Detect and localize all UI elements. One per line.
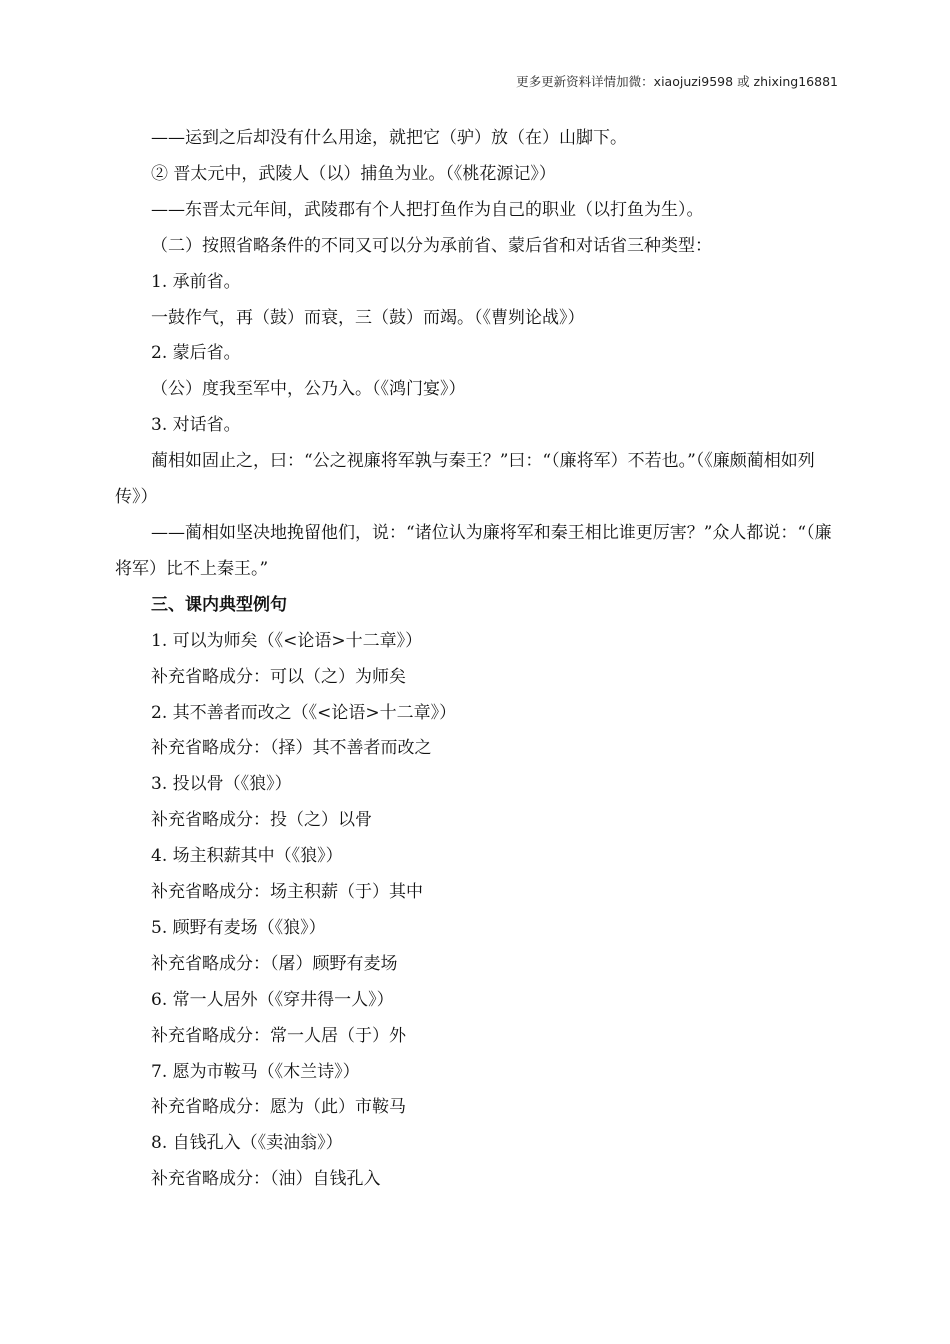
text-line: （公）度我至军中，公乃入。（《鸿门宴》）	[151, 379, 466, 400]
example-answer: 补充省略成分：场主积薪（于）其中	[151, 882, 423, 903]
example-answer: 补充省略成分：愿为（此）市鞍马	[151, 1097, 406, 1118]
text-line: 2. 蒙后省。	[151, 343, 241, 364]
example-item: 2. 其不善者而改之（《<论语>十二章》）	[151, 702, 457, 723]
example-answer: 补充省略成分：投（之）以骨	[151, 810, 372, 831]
text-line: ——运到之后却没有什么用途，就把它（驴）放（在）山脚下。	[151, 128, 627, 148]
example-item: 6. 常一人居外（《穿井得一人》）	[151, 989, 394, 1010]
example-answer: 补充省略成分：（屠）顾野有麦场	[151, 953, 398, 974]
section-title: 三、课内典型例句	[151, 594, 287, 615]
example-answer: 补充省略成分：可以（之）为师矣	[151, 666, 406, 687]
example-item: 4. 场主积薪其中（《狼》）	[151, 846, 343, 867]
text-line: ② 晋太元中，武陵人（以）捕鱼为业。（《桃花源记》）	[151, 163, 556, 184]
example-item: 1. 可以为师矣（《<论语>十二章》）	[151, 630, 423, 651]
example-item: 3. 投以骨（《狼》）	[151, 774, 292, 795]
text-line: 一鼓作气，再（鼓）而衰，三（鼓）而竭。（《曹刿论战》）	[151, 307, 585, 328]
page-header-note: 更多更新资料详情加微：xiaojuzi9598 或 zhixing16881	[516, 74, 838, 89]
paragraph: 蔺相如固止之，曰：“公之视廉将军孰与秦王？”曰：“（廉将军）不若也。”（《廉颇蔺相如列传》）	[115, 451, 815, 508]
example-item: 5. 顾野有麦场（《狼》）	[151, 917, 326, 938]
example-answer: 补充省略成分：（油）自钱孔入	[151, 1169, 381, 1190]
example-item: 7. 愿为市鞍马（《木兰诗》）	[151, 1061, 360, 1082]
paragraph: ——蔺相如坚决地挽留他们，说：“诸位认为廉将军和秦王相比谁更厉害？”众人都说：“（廉将军）比不上秦王。”	[115, 522, 832, 579]
text-line: 1. 承前省。	[151, 271, 241, 292]
example-answer: 补充省略成分：常一人居（于）外	[151, 1025, 406, 1046]
text-line: ——东晋太元年间，武陵郡有个人把打鱼作为自己的职业（以打鱼为生）。	[151, 199, 704, 220]
document-body	[115, 121, 833, 1198]
text-line: 3. 对话省。	[151, 415, 241, 436]
subsection-heading: （二）按照省略条件的不同又可以分为承前省、蒙后省和对话省三种类型：	[151, 235, 712, 256]
example-answer: 补充省略成分：（择）其不善者而改之	[151, 738, 432, 759]
example-item: 8. 自钱孔入（《卖油翁》）	[151, 1133, 343, 1154]
